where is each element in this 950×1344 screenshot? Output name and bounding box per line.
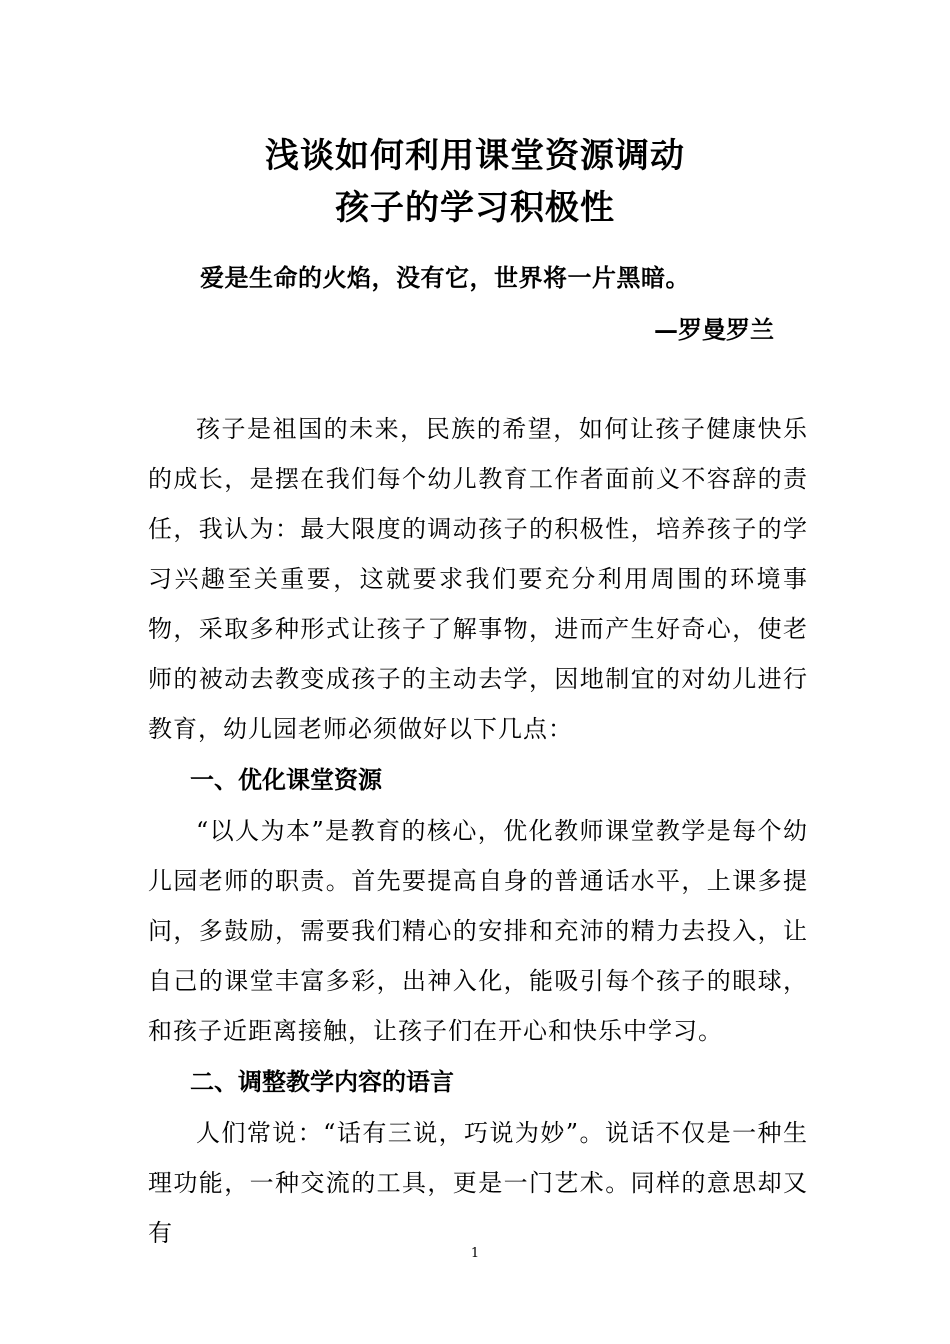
section-2-heading: 二、调整教学内容的语言 xyxy=(190,1068,454,1096)
page-number: 1 xyxy=(470,1246,480,1261)
epigraph-author: —罗曼罗兰 xyxy=(654,315,774,344)
document-title-line-2: 孩子的学习积极性 xyxy=(335,188,615,228)
epigraph-quote: 爱是生命的火焰，没有它，世界将一片黑暗。 xyxy=(200,263,690,292)
document-title-line-1: 浅谈如何利用课堂资源调动 xyxy=(265,136,685,176)
intro-paragraph: 孩子是祖国的未来，民族的希望，如何让孩子健康快乐的成长，是摆在我们每个幼儿教育工作者面前义不容辞的责任，我认为：最大限度的调动孩子的积极性，培养孩子的学习兴趣至关重要，这就要求我们要充分利用周围的环境事物，采取多种形式让孩子了解事物，进而产生好奇心，使老师的被动去教变成孩子的主动去学，因地制宜的对幼儿进行教育，幼儿园老师必须做好以下几点： xyxy=(148,415,808,743)
section-2-paragraph: 人们常说：“话有三说，巧说为妙”。说话不仅是一种生理功能，一种交流的工具，更是一门艺术。同样的意思却又有 xyxy=(148,1119,808,1247)
section-1-heading: 一、优化课堂资源 xyxy=(190,766,382,794)
document-body xyxy=(148,404,808,1258)
section-1-paragraph: “以人为本”是教育的核心，优化教师课堂教学是每个幼儿园老师的职责。首先要提高自身的普通话水平，上课多提问，多鼓励，需要我们精心的安排和充沛的精力去投入，让自己的课堂丰富多彩，出神入化，能吸引每个孩子的眼球，和孩子近距离接触，让孩子们在开心和快乐中学习。 xyxy=(148,817,808,1045)
